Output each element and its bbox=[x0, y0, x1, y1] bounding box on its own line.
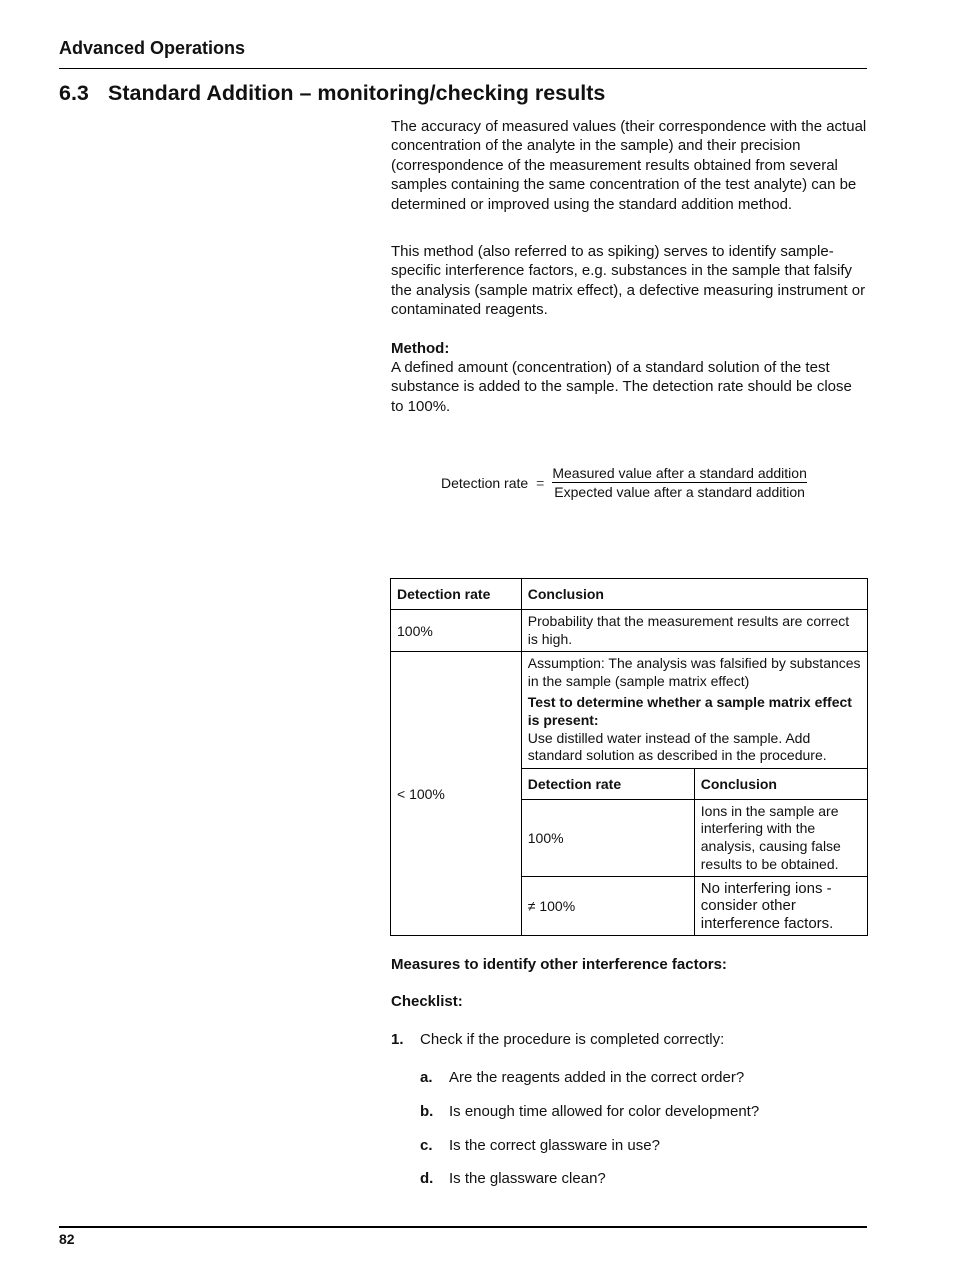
table-row bbox=[391, 610, 868, 652]
checklist-heading: Checklist: bbox=[391, 993, 463, 1010]
method-paragraph: A defined amount (concentration) of a standard solution of the test substance is added to the sample. The detection rate should be close to 100%. bbox=[391, 359, 852, 415]
formula-denominator: Expected value after a standard addition bbox=[554, 484, 805, 500]
checklist-item-number: 1. bbox=[391, 1031, 404, 1048]
subitem-text: Is the correct glassware in use? bbox=[449, 1137, 660, 1154]
inner-result-table bbox=[521, 768, 868, 936]
test-text: Use distilled water instead of the sample. Add standard solution as described in the procedure. bbox=[527, 729, 827, 764]
row1-conclusion bbox=[521, 610, 867, 652]
test-heading: Test to determine whether a sample matrix effect is present: bbox=[527, 694, 852, 728]
checklist-subitem bbox=[420, 1170, 606, 1187]
formula-fraction bbox=[552, 465, 807, 501]
header-rule bbox=[59, 68, 867, 69]
subitem-text: Is the glassware clean? bbox=[449, 1170, 606, 1187]
formula-numerator: Measured value after a standard addition bbox=[552, 465, 807, 481]
measures-heading: Measures to identify other interference factors: bbox=[391, 956, 727, 973]
section-heading bbox=[59, 81, 605, 106]
spiking-paragraph: This method (also referred to as spiking) serves to identify sample-specific interference factors, e.g. substances in the sample that falsify the analysis (sample matrix effect), a defective measuring instrument or contaminated reagents. bbox=[391, 243, 866, 319]
table-row bbox=[391, 652, 868, 936]
detection-rate-table bbox=[390, 578, 868, 936]
formula-equals: = bbox=[536, 475, 545, 491]
row1-conclusion-text: Probability that the measurement results are correct is high. bbox=[527, 612, 850, 647]
inner-row1-rate: 100% bbox=[521, 800, 694, 877]
table-row bbox=[521, 877, 867, 936]
checklist-item bbox=[391, 1031, 724, 1048]
method-heading: Method: bbox=[391, 340, 450, 357]
subitem-text: Is enough time allowed for color development? bbox=[449, 1103, 760, 1120]
subitem-letter: a. bbox=[420, 1069, 433, 1086]
checklist-subitem bbox=[420, 1103, 759, 1120]
subitem-letter: c. bbox=[420, 1137, 433, 1154]
inner-row2-conclusion bbox=[694, 877, 867, 936]
inner-header-rate: Detection rate bbox=[521, 769, 694, 800]
inner-row1-conclusion-text: Ions in the sample are interfering with the analysis, causing false results to be obtained. bbox=[700, 802, 841, 872]
inner-row1-conclusion bbox=[694, 800, 867, 877]
inner-header-row bbox=[521, 769, 867, 800]
running-header: Advanced Operations bbox=[59, 38, 246, 58]
intro-paragraph: The accuracy of measured values (their correspondence with the actual concentration of the analyte in the sample) and their precision (correspondence of the measurement results obtained from several samples containing the same concentration of the test analyte) can be determined or improved using the standard addition method. bbox=[391, 118, 867, 213]
checklist-subitem bbox=[420, 1137, 660, 1154]
subitem-letter: d. bbox=[420, 1170, 434, 1187]
header-detection-rate: Detection rate bbox=[391, 579, 522, 610]
section-number: 6.3 bbox=[59, 81, 89, 105]
page-number: 82 bbox=[59, 1231, 75, 1247]
subitem-letter: b. bbox=[420, 1103, 434, 1120]
formula-label: Detection rate bbox=[441, 475, 529, 491]
row2-text-block bbox=[522, 652, 867, 768]
row1-rate: 100% bbox=[391, 610, 522, 652]
detection-rate-formula bbox=[441, 465, 807, 501]
row2-rate: < 100% bbox=[391, 652, 522, 936]
checklist-subitem bbox=[420, 1069, 744, 1086]
table-header-row bbox=[391, 579, 868, 610]
inner-row2-conclusion-text: No interfering ions - consider other interference factors. bbox=[700, 879, 834, 932]
header-conclusion: Conclusion bbox=[521, 579, 867, 610]
section-title: Standard Addition – monitoring/checking results bbox=[108, 81, 606, 105]
table-row bbox=[521, 800, 867, 877]
inner-header-conclusion: Conclusion bbox=[694, 769, 867, 800]
row2-conclusion bbox=[521, 652, 867, 936]
assumption-text: Assumption: The analysis was falsified by substances in the sample (sample matrix effect) bbox=[527, 655, 861, 689]
subitem-text: Are the reagents added in the correct order? bbox=[449, 1069, 745, 1086]
footer-rule bbox=[59, 1226, 867, 1228]
inner-row2-rate: ≠ 100% bbox=[521, 877, 694, 936]
checklist-item-text: Check if the procedure is completed correctly: bbox=[420, 1031, 725, 1048]
